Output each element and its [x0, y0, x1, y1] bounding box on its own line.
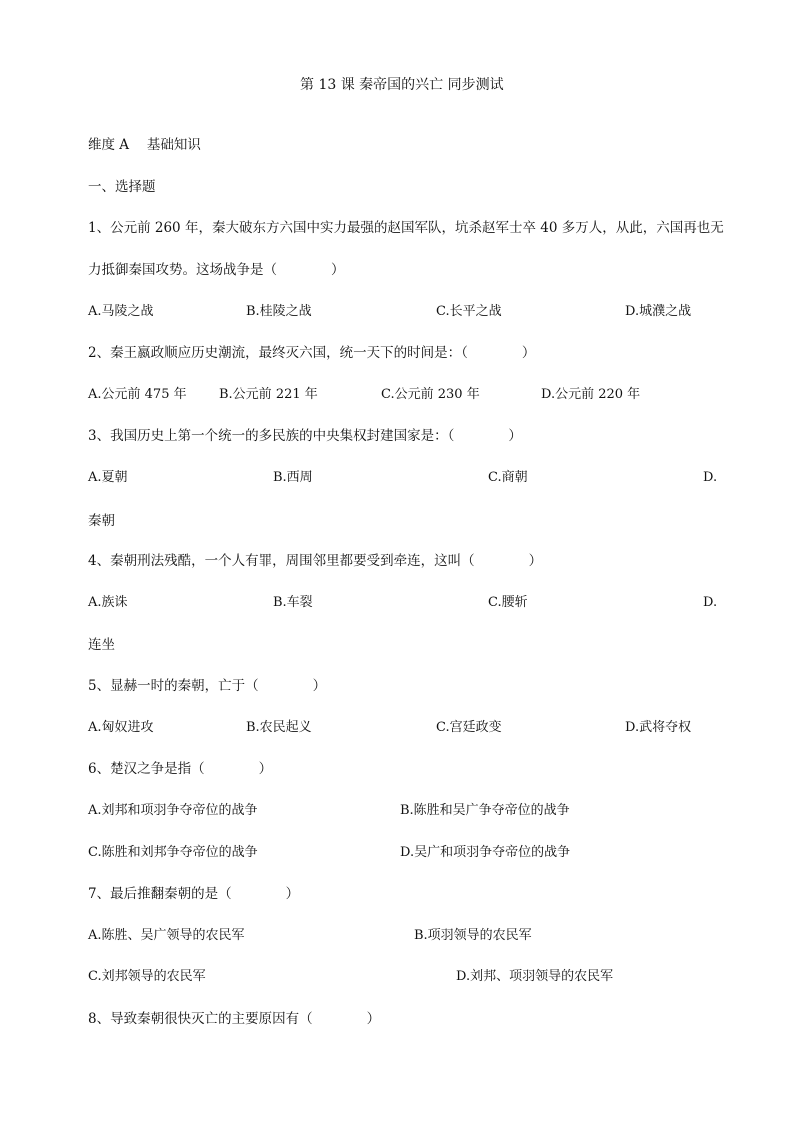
option-d: D.公元前 220 年 — [541, 387, 641, 402]
dimension-heading: 维度 A 基础知识 — [88, 137, 201, 153]
option-b: B.农民起义 — [246, 720, 312, 735]
option-a: A.夏朝 — [88, 470, 128, 485]
question-stem: 8、导致秦朝很快灭亡的主要原因有（ ） — [88, 1011, 381, 1027]
option-b: B.公元前 221 年 — [219, 387, 318, 402]
option-a: A.刘邦和项羽争夺帝位的战争 — [88, 803, 258, 818]
option-d: D.刘邦、项羽领导的农民军 — [456, 969, 614, 984]
option-c: C.腰斩 — [488, 595, 528, 610]
page-title: 第 13 课 秦帝国的兴亡 同步测试 — [300, 77, 504, 93]
option-a: A.公元前 475 年 — [88, 387, 187, 402]
question-stem: 1、公元前 260 年，秦大破东方六国中实力最强的赵国军队，坑杀赵军士卒 40 多万人，从此，六国再也无 — [88, 220, 724, 236]
question-stem: 3、我国历史上第一个统一的多民族的中央集权封建国家是：（ ） — [88, 428, 522, 444]
option-c: C.宫廷政变 — [436, 720, 502, 735]
section-heading: 一、选择题 — [88, 179, 156, 195]
option-d: D.吴广和项羽争夺帝位的战争 — [400, 845, 571, 860]
option-b: B.车裂 — [273, 595, 313, 610]
option-c: C.陈胜和刘邦争夺帝位的战争 — [88, 845, 258, 860]
option-c: C.公元前 230 年 — [381, 387, 480, 402]
option-a: A.族诛 — [88, 595, 128, 610]
option-d: D.武将夺权 — [625, 720, 692, 735]
question-stem: 2、秦王嬴政顺应历史潮流，最终灭六国，统一天下的时间是：（ ） — [88, 345, 536, 361]
option-d-text: 秦朝 — [88, 513, 115, 529]
question-stem-continued: 力抵御秦国攻势。这场战争是（ ） — [88, 262, 345, 278]
option-d: D. — [703, 470, 718, 485]
option-a: A.陈胜、吴广领导的农民军 — [88, 928, 245, 943]
question-stem: 7、最后推翻秦朝的是（ ） — [88, 886, 300, 902]
option-b: B.陈胜和吴广争夺帝位的战争 — [400, 803, 570, 818]
question-stem: 6、楚汉之争是指（ ） — [88, 761, 273, 777]
option-a: A.马陵之战 — [88, 304, 154, 319]
option-d-text: 连坐 — [88, 637, 115, 653]
option-a: A.匈奴进攻 — [88, 720, 154, 735]
option-c: C.商朝 — [488, 470, 528, 485]
option-b: B.项羽领导的农民军 — [414, 928, 532, 943]
option-c: C.刘邦领导的农民军 — [88, 969, 206, 984]
option-c: C.长平之战 — [436, 304, 502, 319]
option-d: D. — [703, 595, 718, 610]
option-b: B.桂陵之战 — [246, 304, 312, 319]
option-d: D.城濮之战 — [625, 304, 692, 319]
question-stem: 5、显赫一时的秦朝，亡于（ ） — [88, 678, 327, 694]
option-b: B.西周 — [273, 470, 313, 485]
question-stem: 4、秦朝刑法残酷，一个人有罪，周围邻里都要受到牵连，这叫（ ） — [88, 553, 543, 569]
